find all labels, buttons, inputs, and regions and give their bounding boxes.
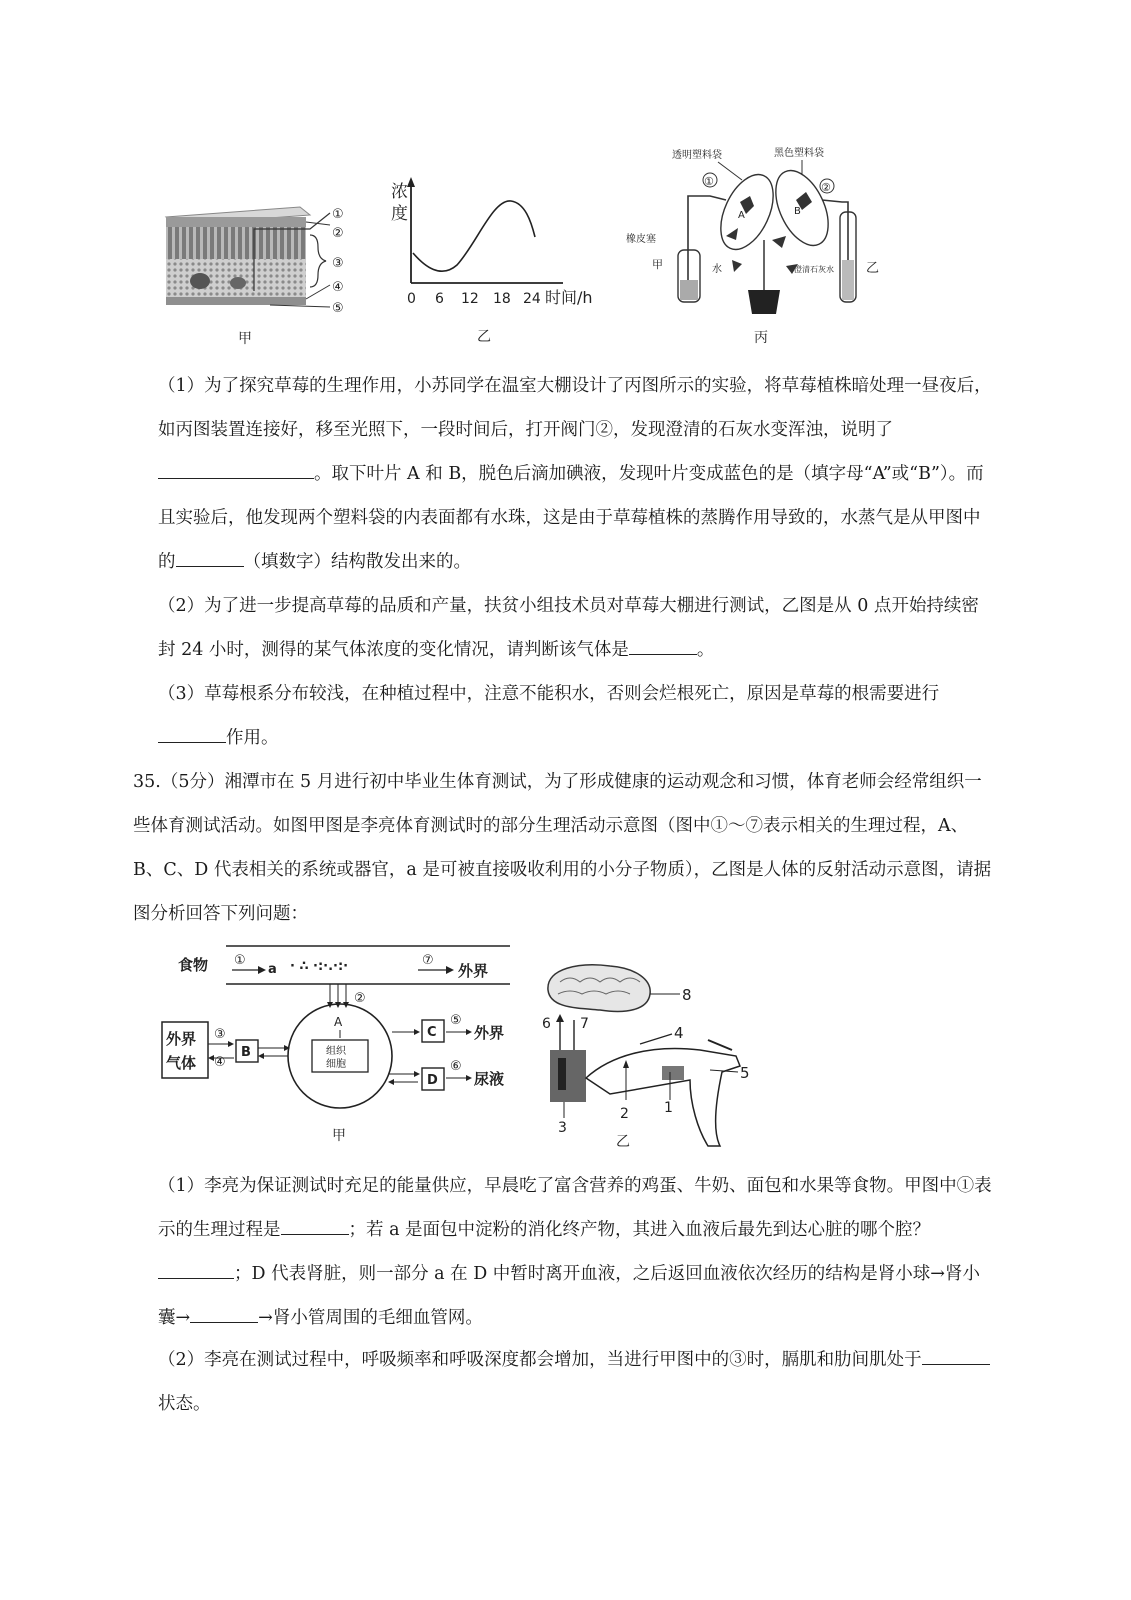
curve-ylabel-2: 度: [391, 204, 408, 224]
q35-part1: [158, 1164, 993, 1340]
q34-blank-1[interactable]: [158, 460, 314, 479]
fig-caption-bing-top: 丙: [754, 330, 768, 346]
air-label-2: 气体: [166, 1054, 197, 1072]
valve-2: ②: [821, 181, 831, 194]
q34-part1: [158, 364, 993, 584]
reflex-label-4: 4: [674, 1024, 684, 1042]
tissue-label-2: 细胞: [326, 1059, 346, 1070]
q34-part2-text-b: 。: [696, 640, 715, 660]
bag-clear-label: 透明塑料袋: [672, 150, 722, 161]
valve-1: ①: [704, 175, 714, 188]
reflex-label-8: 8: [682, 986, 692, 1004]
q35-blank-3[interactable]: [190, 1304, 258, 1323]
water-label: 水: [712, 264, 722, 275]
organ-A: A: [334, 1015, 343, 1029]
proc-5: ⑤: [450, 1013, 462, 1028]
reflex-label-6: 6: [542, 1016, 551, 1032]
proc-4: ④: [214, 1055, 226, 1070]
figure-physiology: [160, 940, 530, 1150]
q35-stem-text: 35.（5分）湘潭市在 5 月进行初中毕业生体育测试，为了形成健康的运动观念和习惯，体育老师会经常组织一些体育测试活动。如图甲图是李亮体育测试时的部分生理活动示意图（图中①～⑦表示相关的生理过程，A、B、C、D 代表相关的系统或器官，a 是可被直接吸收利用的小分子物质），乙图是人体的反射活动示意图，请据图分析回答下列问题：: [133, 772, 992, 924]
q35-part1-text-d: →肾小管周围的毛细血管网。: [258, 1308, 483, 1328]
spinal-cord: [550, 1050, 586, 1102]
leaf-label-5: ⑤: [332, 301, 344, 316]
q34-part3: [158, 672, 993, 760]
tube-jia-label: 甲: [652, 258, 663, 271]
urine-label: 尿液: [474, 1070, 505, 1088]
outside-label-2: 外界: [474, 1024, 505, 1042]
curve-tick-12: 12: [461, 291, 479, 307]
reflex-label-3: 3: [558, 1120, 567, 1136]
figure-concentration-curve: [385, 175, 615, 350]
organ-D: D: [427, 1073, 438, 1088]
proc-3: ③: [214, 1027, 226, 1042]
rubber-stopper-label: 橡皮塞: [626, 234, 656, 245]
curve-tick-24: 24: [523, 291, 541, 307]
q34-part2: [158, 584, 993, 672]
reflex-label-5: 5: [740, 1064, 750, 1082]
figure-reflex: [540, 960, 770, 1150]
leaf-label-3: ③: [332, 256, 344, 271]
fig-caption-jia-mid: 甲: [332, 1128, 346, 1144]
curve-xlabel: 时间/h: [545, 288, 593, 307]
figure-leaf-section: [160, 195, 360, 350]
food-label: 食物: [178, 956, 209, 974]
fig-caption-jia-top: 甲: [238, 331, 252, 347]
curve-line: [413, 201, 535, 271]
q35-blank-2[interactable]: [158, 1260, 234, 1279]
leaf-label-1: ①: [332, 207, 344, 222]
q35-stem: [133, 760, 993, 936]
outside-label-1: 外界: [458, 962, 489, 980]
brain-shape: [548, 965, 650, 1012]
bag-black-label: 黑色塑料袋: [774, 148, 824, 159]
q35-blank-4[interactable]: [922, 1346, 990, 1365]
curve-tick-18: 18: [493, 291, 511, 307]
q35-part1-text-c: ；D 代表肾脏，则一部分 a 在 D 中暂时离开血液，之后返回血液依次经历的结构是肾小球→肾小囊→: [158, 1264, 980, 1328]
q35-part2-text-b: 状态。: [158, 1394, 211, 1414]
q34-part3-text-b: 作用。: [226, 728, 279, 748]
q34-blank-4[interactable]: [158, 724, 226, 743]
reflex-label-1: 1: [664, 1100, 673, 1116]
air-label-1: 外界: [166, 1030, 197, 1048]
substance-a: a: [268, 962, 277, 977]
q34-blank-3[interactable]: [629, 636, 697, 655]
fig-caption-yi-mid: 乙: [616, 1134, 630, 1150]
curve-ylabel-1: 浓: [391, 182, 408, 202]
q35-part2: [158, 1338, 993, 1426]
q35-part1-text-b: ；若 a 是面包中淀粉的消化终产物，其进入血液后最先到达心脏的哪个腔？: [348, 1220, 931, 1240]
leg-outline: [586, 1048, 740, 1146]
svg-text:· ∴ ·:·.·:·: · ∴ ·:·.·:·: [290, 959, 349, 974]
q34-blank-2[interactable]: [176, 548, 244, 567]
proc-2: ②: [354, 991, 366, 1006]
svg-text:A: A: [738, 210, 745, 221]
reflex-label-7: 7: [580, 1016, 589, 1032]
q35-part2-text-a: （2）李亮在测试过程中，呼吸频率和呼吸深度都会增加，当进行甲图中的③时，膈肌和肋间肌处于: [158, 1350, 922, 1370]
svg-text:B: B: [794, 206, 801, 217]
reflex-label-2: 2: [620, 1106, 629, 1122]
q35-part1-text-a: （1）李亮为保证测试时充足的能量供应，早晨吃了富含营养的鸡蛋、牛奶、面包和水果等食物。甲图中①表示的生理过程是: [158, 1176, 992, 1240]
organ-B: B: [241, 1045, 251, 1060]
proc-1: ①: [234, 953, 246, 968]
q35-blank-1[interactable]: [281, 1216, 349, 1235]
q34-part3-text-a: （3）草莓根系分布较浅，在种植过程中，注意不能积水，否则会烂根死亡，原因是草莓的根需要进行: [158, 684, 940, 704]
curve-tick-6: 6: [435, 291, 444, 307]
tube-yi-label: 乙: [866, 261, 880, 276]
lime-water-label: 澄清石灰水: [794, 265, 834, 274]
organ-C: C: [427, 1025, 437, 1040]
proc-7: ⑦: [422, 953, 434, 968]
q34-part1-text-a: （1）为了探究草莓的生理作用，小苏同学在温室大棚设计了丙图所示的实验，将草莓植株暗处理一昼夜后，如丙图装置连接好，移至光照下，一段时间后，打开阀门②，发现澄清的石灰水变浑浊，说明了: [158, 376, 992, 440]
figure-experiment-setup: [622, 140, 892, 350]
fig-caption-yi-top: 乙: [477, 329, 491, 345]
q34-part1-text-c: （填数字）结构散发出来的。: [243, 552, 471, 572]
q34-part2-text-a: （2）为了进一步提高草莓的品质和产量，扶贫小组技术员对草莓大棚进行测试，乙图是从 0 点开始持续密封 24 小时，测得的某气体浓度的变化情况，请判断该气体是: [158, 596, 979, 660]
proc-6: ⑥: [450, 1059, 462, 1074]
curve-tick-0: 0: [407, 291, 416, 307]
leaf-label-4: ④: [332, 280, 344, 295]
q34-part1-text-b: 。取下叶片 A 和 B，脱色后滴加碘液，发现叶片变成蓝色的是（填字母“A”或“B”）。而且实验后，他发现两个塑料袋的内表面都有水珠，这是由于草莓植株的蒸腾作用导致的，水蒸气是从甲图中的: [158, 464, 984, 572]
leaf-label-2: ②: [332, 226, 344, 241]
tissue-label-1: 组织: [326, 1046, 346, 1057]
